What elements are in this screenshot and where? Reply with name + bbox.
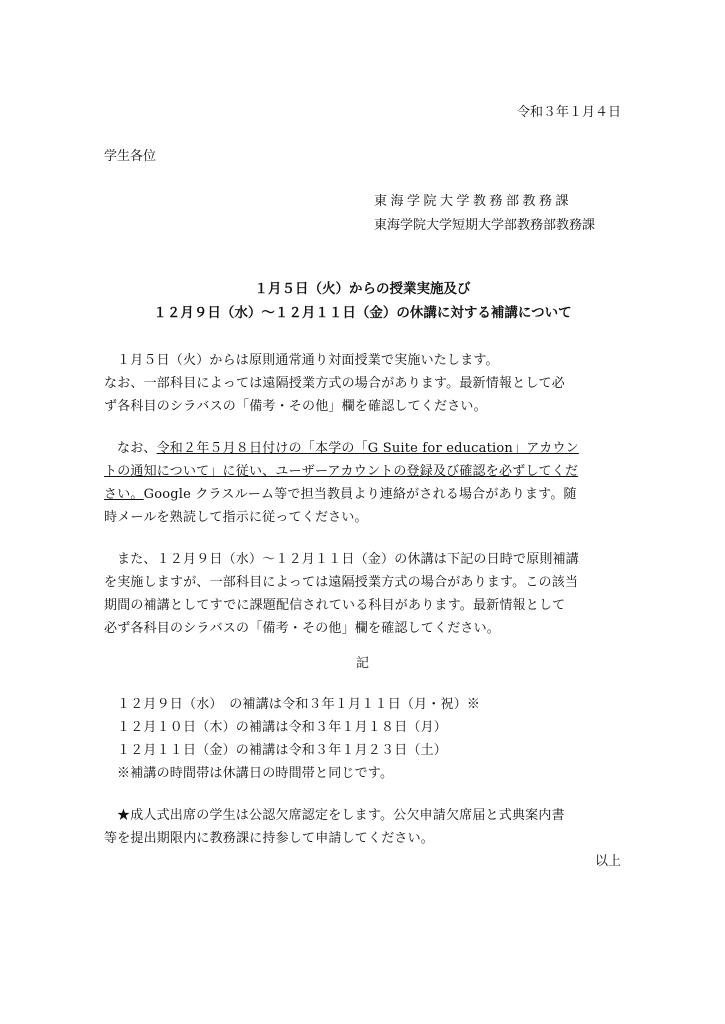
schedule-item-1: １２月９日（水） の補講は令和３年１月１１日（月・祝）※ [117,697,481,712]
addressee: 学生各位 [104,149,157,164]
document-date: 令和３年１月４日 [516,105,621,120]
paragraph-2-lead: なお、 [117,441,157,456]
notice-line-1: ★成人式出席の学生は公認欠席認定をします。公欠申請欠席届と式典案内書 [117,808,565,823]
document-title-line-1: １月５日（火）からの授業実施及び [254,281,471,297]
paragraph-2-underlined-end: さい。 [104,487,144,502]
closing-ijo: 以上 [594,854,621,869]
paragraph-2-line-2: トの通知について」に従い、ユーザーアカウントの登録及び確認を必ずしてくだ [104,464,579,479]
paragraph-3-line-1: また、１２月９日（水）～１２月１１日（金）の休講は下記の日時で原則補講 [117,552,580,567]
schedule-item-3: １２月１１日（金）の補講は令和３年１月２３日（土） [117,743,448,758]
paragraph-2-line-1 [117,440,579,458]
paragraph-1-line-1: １月５日（火）からは原則通常通り対面授業で実施いたします。 [117,353,499,368]
schedule-item-2: １２月１０日（木）の補講は令和３年１月１８日（月） [117,720,448,735]
paragraph-1-line-3: ず各科目のシラバスの「備考・その他」欄を確認してください。 [104,399,487,414]
sender-university: 東海学院大学教務部教務課 [374,194,573,209]
ki-heading: 記 [355,656,369,671]
paragraph-3-line-4: 必ず各科目のシラバスの「備考・その他」欄を確認してください。 [104,621,501,636]
paragraph-2-line-3 [104,486,577,504]
document-title-line-2: １２月９日（水）～１２月１１日（金）の休講に対する補講について [153,305,572,321]
schedule-note: ※補講の時間帯は休講日の時間帯と同じです。 [117,766,394,781]
paragraph-2-line-4: 時メールを熟読して指示に従ってください。 [104,510,368,525]
sender-junior-college: 東海学院大学短期大学部教務部教務課 [374,218,596,233]
notice-line-2: 等を提出期限内に教務課に持参して申請してください。 [104,831,435,846]
paragraph-3-line-3: 期間の補講としてすでに課題配信されている科目があります。最新情報として [104,598,566,613]
paragraph-1-line-2: なお、一部科目によっては遠隔授業方式の場合があります。最新情報として必 [104,376,565,391]
announcement-reference-link: 令和２年５月８日付けの「本学の「G Suite for education」アカウン [156,441,579,456]
paragraph-2-classroom-note: Google クラスルーム等で担当教員より連絡がされる場合があります。随 [143,487,577,502]
paragraph-3-line-2: を実施しますが、一部科目によっては遠隔授業方式の場合があります。この該当 [104,575,579,590]
